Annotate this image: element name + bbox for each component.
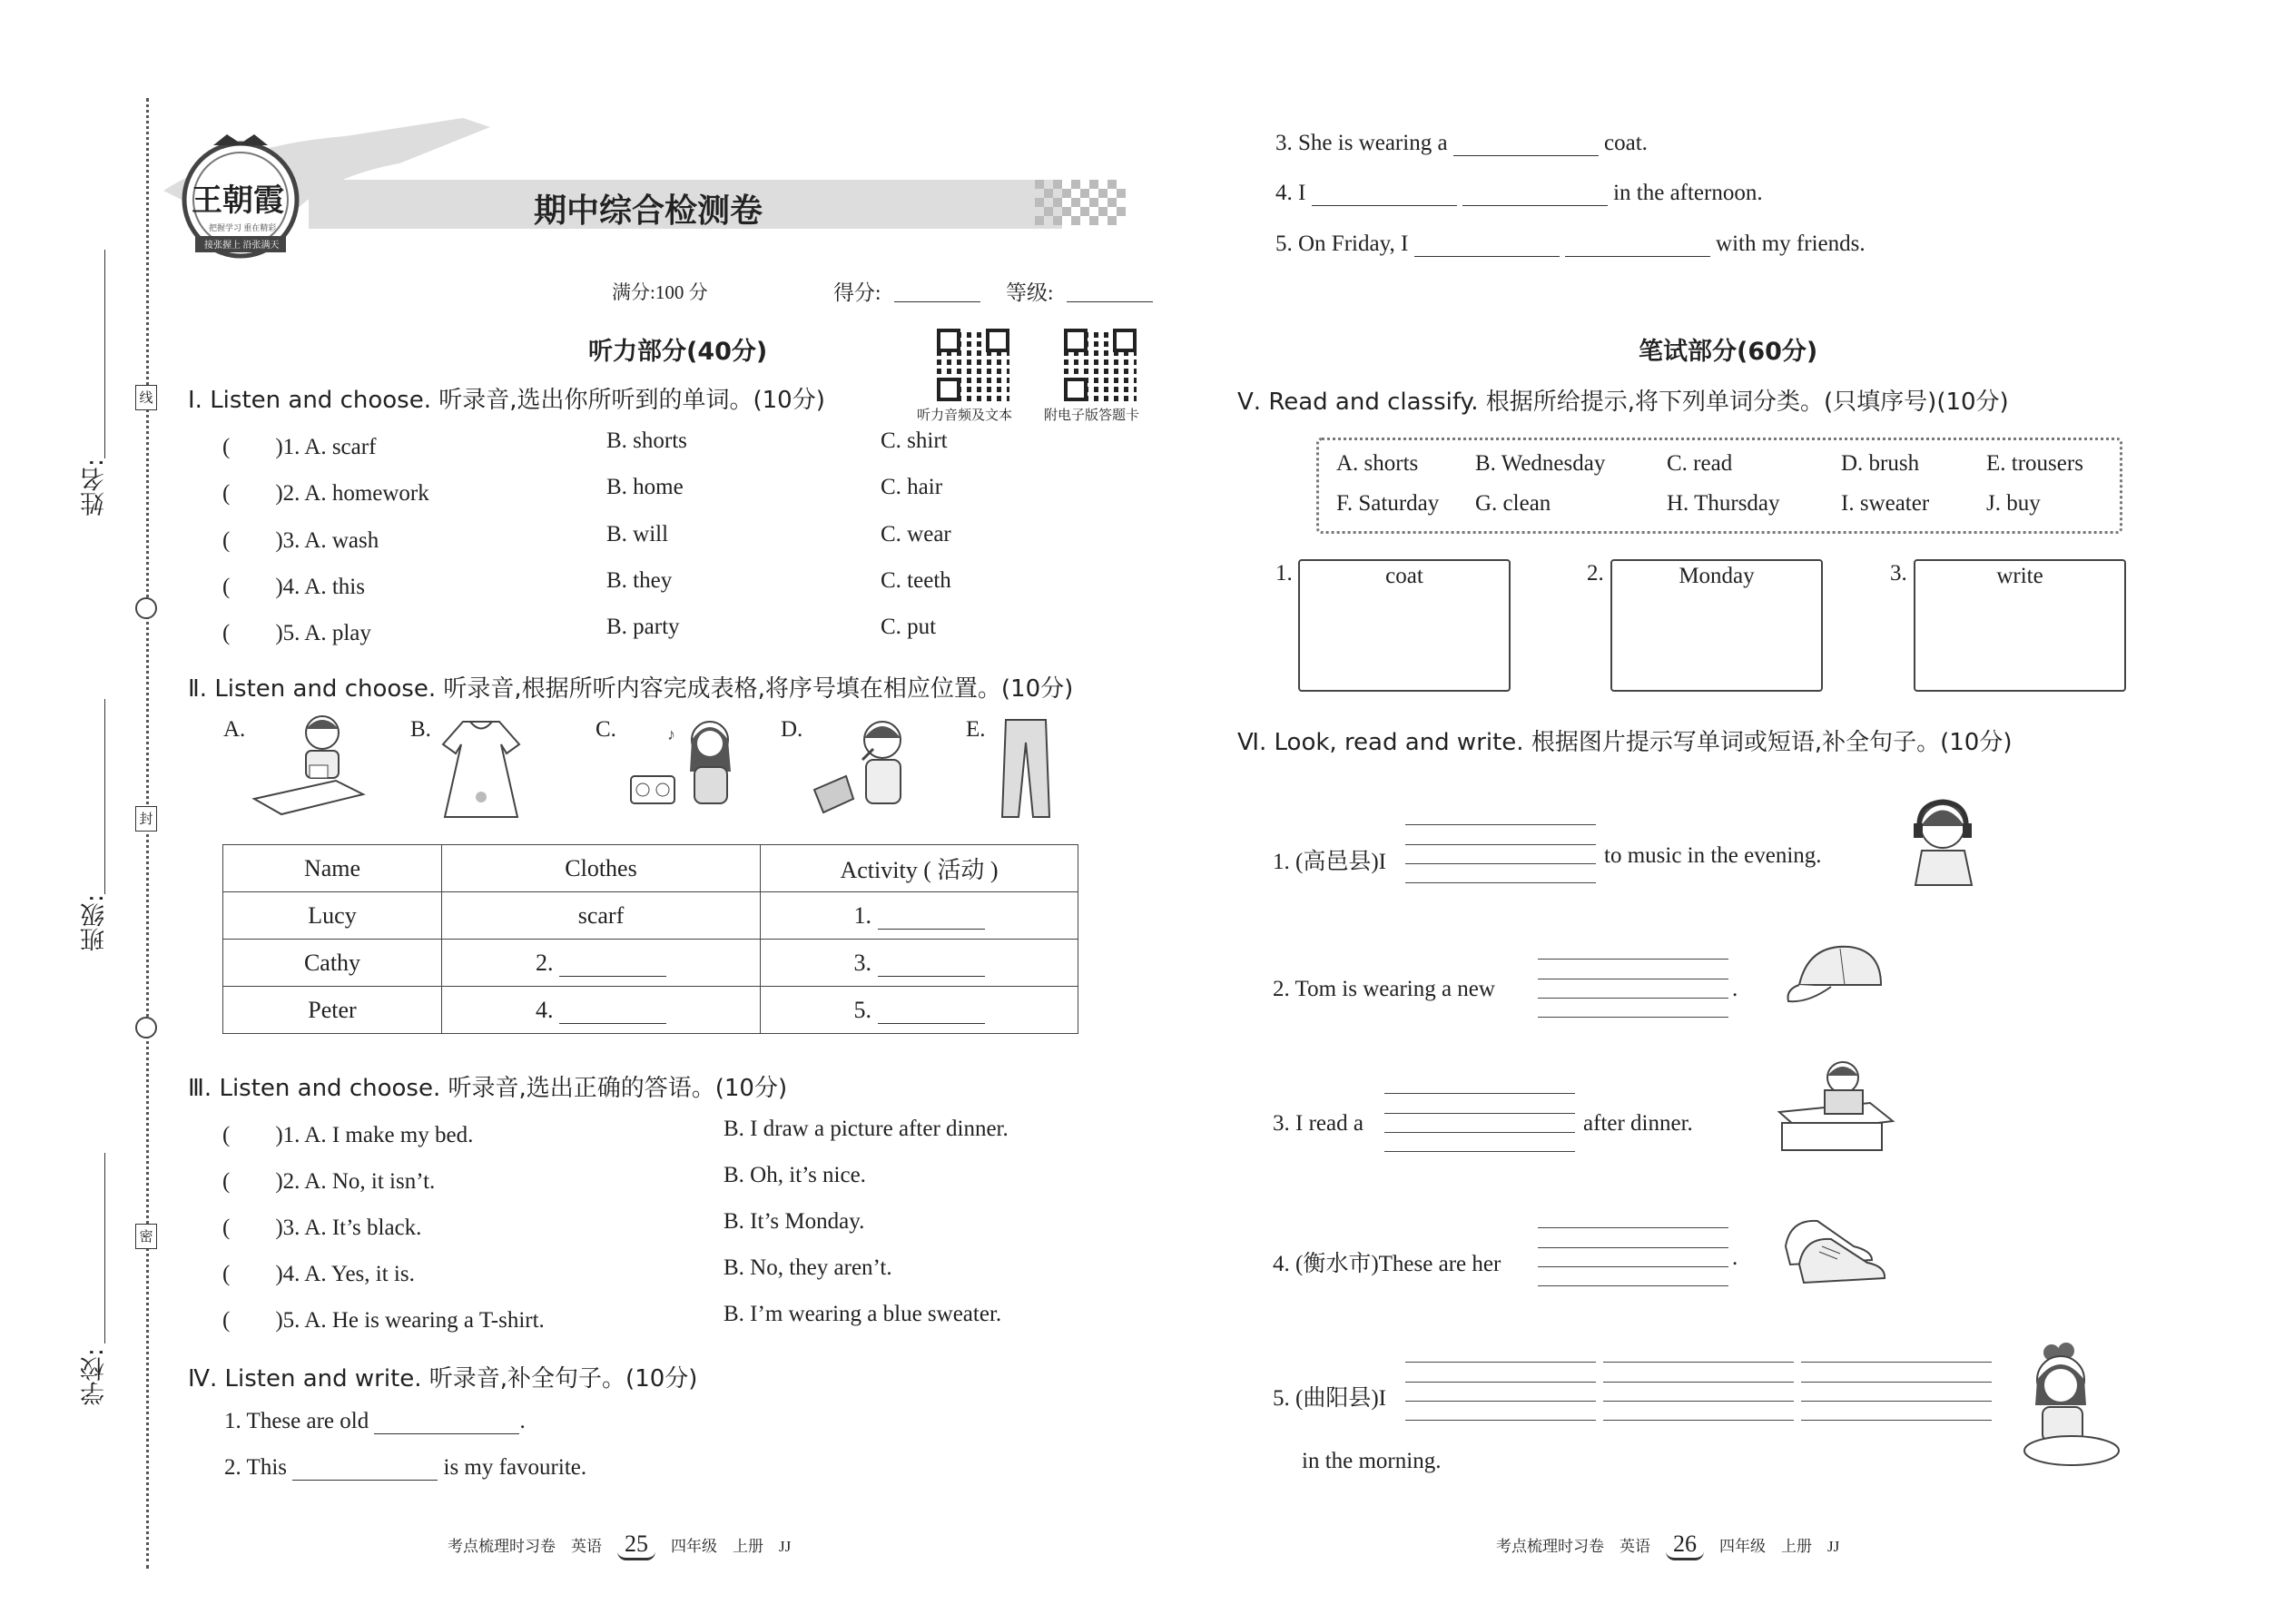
q6-sentence-4-end: . — [1732, 1245, 1738, 1270]
q4-title: Ⅳ. Listen and write. 听录音,补全句子。(10分) — [188, 1365, 698, 1393]
cap-icon — [1781, 940, 1890, 1012]
logo-motto: 把握学习 重在精彩 — [209, 223, 277, 232]
sentence-end: is my favourite. — [443, 1455, 587, 1480]
q4-sentence-5 — [1275, 231, 1866, 257]
footer-text: 四年级 上册 JJ — [671, 1538, 792, 1555]
crown-icon — [213, 134, 268, 145]
sentence-text: 4. I — [1275, 181, 1306, 205]
logo-text: 王朝霞 — [192, 182, 284, 219]
four-line-blank[interactable] — [1405, 1362, 1596, 1421]
answer-blank[interactable] — [878, 905, 985, 930]
girl-music-icon — [626, 713, 744, 822]
q1-option-b[interactable]: B. shorts — [606, 428, 687, 453]
q2-title: Ⅱ. Listen and choose. 听录音,根据所听内容完成表格,将序号填在相应位置。(10分) — [188, 675, 1074, 703]
word-item: E. trousers — [1986, 451, 2083, 476]
q4-sentence-4 — [1275, 181, 1763, 206]
word-item: G. clean — [1475, 491, 1551, 516]
page-number: 26 — [1666, 1530, 1704, 1560]
q3-option-b[interactable]: B. No, they aren’t. — [724, 1255, 892, 1280]
sentence-text: 1. These are old — [224, 1409, 369, 1433]
q1-option-c[interactable]: C. hair — [881, 475, 943, 499]
q1-option-a[interactable]: ( )4. A. this — [222, 575, 365, 599]
table-row — [223, 892, 1078, 940]
four-line-blank[interactable] — [1603, 1362, 1794, 1421]
page-title: 期中综合检测卷 — [534, 192, 763, 230]
col-header-activity: Activity ( 活动 ) — [761, 845, 1078, 892]
class-line[interactable] — [104, 699, 105, 894]
q4-sentence-3 — [1275, 131, 1648, 156]
q3-option-b[interactable]: B. Oh, it’s nice. — [724, 1163, 866, 1187]
binding-mark-line: 线 — [135, 385, 157, 410]
col-header-name: Name — [223, 845, 442, 892]
word-item: B. Wednesday — [1475, 451, 1606, 476]
q1-option-c[interactable]: C. wear — [881, 522, 951, 546]
pic-label-a: A. — [223, 717, 246, 742]
qr-code-icon[interactable] — [937, 329, 1009, 401]
answer-blank[interactable] — [1453, 132, 1599, 156]
q3-option-b[interactable]: B. It’s Monday. — [724, 1209, 865, 1234]
qr-caption-audio: 听力音频及文本 — [917, 408, 1013, 423]
q6-sentence-2-start: 2. Tom is wearing a new — [1273, 977, 1495, 1001]
q3-option-a[interactable]: ( )1. A. I make my bed. — [222, 1123, 474, 1147]
binding-hole — [135, 597, 157, 619]
sentence-text: 3. She is wearing a — [1275, 131, 1448, 155]
four-line-blank[interactable] — [1405, 824, 1596, 883]
answer-blank[interactable] — [559, 999, 666, 1024]
answer-blank[interactable] — [1312, 182, 1457, 206]
cell-activity[interactable] — [761, 892, 1078, 940]
sentence-end: with my friends. — [1716, 231, 1866, 256]
q6-sentence-3-end: after dinner. — [1583, 1111, 1693, 1136]
q1-option-b[interactable]: B. party — [606, 615, 680, 639]
answer-blank[interactable] — [559, 952, 666, 977]
q6-sentence-4-start: 4. (衡水市)These are her — [1273, 1252, 1501, 1276]
table-row — [223, 987, 1078, 1034]
box-number: 1. — [1275, 561, 1293, 586]
q3-option-a[interactable]: ( )2. A. No, it isn’t. — [222, 1169, 436, 1194]
boy-book-icon — [1775, 1058, 1897, 1157]
answer-blank[interactable] — [292, 1456, 438, 1481]
q1-option-a[interactable]: ( )1. A. scarf — [222, 435, 377, 459]
sentence-end: coat. — [1604, 131, 1648, 155]
col-header-clothes: Clothes — [442, 845, 761, 892]
score-blank[interactable] — [894, 278, 980, 302]
q5-title: Ⅴ. Read and classify. 根据所给提示,将下列单词分类。(只填序号)(10分) — [1237, 389, 2009, 416]
q1-option-b[interactable]: B. will — [606, 522, 669, 546]
class-label: 班级: — [81, 894, 109, 952]
qr-code-icon[interactable] — [1064, 329, 1137, 401]
sentence-text: 2. This — [224, 1455, 287, 1480]
four-line-blank[interactable] — [1538, 959, 1728, 1018]
page-number: 25 — [617, 1530, 655, 1560]
binding-dotted-line — [146, 98, 149, 1569]
four-line-blank[interactable] — [1538, 1227, 1728, 1286]
classify-box[interactable] — [1298, 559, 1511, 692]
answer-blank[interactable] — [1565, 232, 1710, 257]
binding-hole — [135, 1017, 157, 1038]
box-number: 2. — [1587, 561, 1604, 586]
answer-blank[interactable] — [1414, 232, 1560, 257]
q3-option-a[interactable]: ( )3. A. It’s black. — [222, 1216, 422, 1240]
word-item: J. buy — [1986, 491, 2041, 516]
word-item: D. brush — [1841, 451, 1920, 476]
cell-activity[interactable] — [761, 987, 1078, 1034]
school-line[interactable] — [104, 1153, 105, 1343]
q1-option-a[interactable]: ( )3. A. wash — [222, 528, 379, 553]
trousers-icon — [999, 715, 1053, 824]
footer-right — [1496, 1530, 1839, 1560]
word-item: C. read — [1667, 451, 1733, 476]
cell-activity[interactable] — [761, 940, 1078, 987]
pic-label-b: B. — [410, 717, 431, 742]
q3-option-b[interactable]: B. I draw a picture after dinner. — [724, 1117, 1009, 1141]
answer-blank[interactable] — [878, 952, 985, 977]
q3-option-a[interactable]: ( )4. A. Yes, it is. — [222, 1262, 415, 1286]
q1-option-c[interactable]: C. put — [881, 615, 937, 639]
grade-label: 等级: — [1006, 281, 1054, 304]
footer-text: 四年级 上册 JJ — [1719, 1538, 1840, 1555]
pic-label-d: D. — [781, 717, 803, 742]
score-label: 得分: — [833, 281, 881, 304]
footer-text: 考点梳理时习卷 英语 — [1496, 1538, 1650, 1555]
sentence-end: in the afternoon. — [1613, 181, 1763, 205]
name-line[interactable] — [104, 250, 105, 458]
classify-box[interactable] — [1914, 559, 2126, 692]
q1-option-c[interactable]: C. shirt — [881, 428, 948, 453]
sneakers-icon — [1781, 1210, 1890, 1287]
word-item: H. Thursday — [1667, 491, 1780, 516]
box-example-word: coat — [1385, 564, 1423, 588]
grade-blank[interactable] — [1067, 278, 1153, 302]
classify-box[interactable] — [1610, 559, 1823, 692]
dress-icon — [436, 717, 527, 822]
word-item: A. shorts — [1336, 451, 1419, 476]
box-example-word: write — [1996, 564, 2043, 588]
binding-mark-secret: 密 — [135, 1224, 157, 1249]
q6-sentence-2-end: . — [1732, 977, 1738, 1001]
q6-sentence-1-end: to music in the evening. — [1604, 843, 1822, 868]
blank-number: 2. — [536, 949, 554, 976]
logo-ribbon-text: 接张握上 沿张满天 — [204, 241, 280, 251]
table-header-row — [223, 845, 1078, 892]
name-label: 姓名: — [81, 458, 109, 517]
box-number: 3. — [1890, 561, 1907, 586]
boy-reading-icon — [250, 713, 368, 822]
girl-headphones-icon — [1899, 794, 1981, 890]
q3-option-a[interactable]: ( )5. A. He is wearing a T-shirt. — [222, 1308, 545, 1333]
binding-mark-seal: 封 — [135, 806, 157, 832]
full-score: 满分:100 分 — [612, 281, 708, 303]
blank-number: 4. — [536, 996, 554, 1023]
q4-sentence-1 — [224, 1409, 526, 1434]
cell-clothes[interactable] — [442, 940, 761, 987]
footer-left — [448, 1530, 791, 1560]
box-example-word: Monday — [1679, 564, 1755, 588]
four-line-blank[interactable] — [1801, 1362, 1992, 1421]
writing-title: 笔试部分(60分) — [1639, 338, 1818, 366]
school-label: 学校: — [81, 1348, 109, 1406]
q1-title: Ⅰ. Listen and choose. 听录音,选出你所听到的单词。(10分) — [188, 387, 825, 414]
qr-caption-card: 附电子版答题卡 — [1044, 408, 1140, 423]
girl-washing-icon — [2015, 1342, 2124, 1473]
girl-brushing-icon — [810, 713, 928, 822]
blank-number: 1. — [853, 901, 871, 929]
answer-blank[interactable] — [878, 999, 985, 1024]
blank-number: 3. — [853, 949, 871, 976]
q6-sentence-5-end: in the morning. — [1302, 1449, 1442, 1473]
answer-blank[interactable] — [374, 1410, 519, 1434]
svg-text:♪: ♪ — [667, 725, 675, 743]
q1-option-a[interactable]: ( )5. A. play — [222, 621, 371, 645]
q2-table — [222, 844, 1078, 1034]
cell-name: Cathy — [223, 940, 442, 987]
q1-option-b[interactable]: B. they — [606, 568, 673, 593]
q1-option-c[interactable]: C. teeth — [881, 568, 951, 593]
q6-title: Ⅵ. Look, read and write. 根据图片提示写单词或短语,补全句子。(10分) — [1237, 729, 2013, 756]
word-item: F. Saturday — [1336, 491, 1440, 516]
answer-blank[interactable] — [1462, 182, 1608, 206]
q3-title: Ⅲ. Listen and choose. 听录音,选出正确的答语。(10分) — [188, 1075, 788, 1102]
cell-clothes: scarf — [442, 892, 761, 940]
four-line-blank[interactable] — [1384, 1093, 1575, 1152]
sentence-end: . — [519, 1409, 526, 1433]
q6-sentence-5-start: 5. (曲阳县)I — [1273, 1386, 1386, 1411]
footer-text: 考点梳理时习卷 英语 — [448, 1538, 602, 1555]
q3-option-b[interactable]: B. I’m wearing a blue sweater. — [724, 1302, 1002, 1326]
q1-option-a[interactable]: ( )2. A. homework — [222, 481, 429, 506]
cell-name: Peter — [223, 987, 442, 1034]
pic-label-c: C. — [596, 717, 616, 742]
blank-number: 5. — [853, 996, 871, 1023]
word-item: I. sweater — [1841, 491, 1930, 516]
q6-sentence-1-start: 1. (高邑县)I — [1273, 850, 1386, 874]
q1-option-b[interactable]: B. home — [606, 475, 684, 499]
sentence-text: 5. On Friday, I — [1275, 231, 1409, 256]
cell-clothes[interactable] — [442, 987, 761, 1034]
table-row — [223, 940, 1078, 987]
listening-title: 听力部分(40分) — [588, 338, 768, 366]
q4-sentence-2 — [224, 1455, 586, 1481]
cell-name: Lucy — [223, 892, 442, 940]
pic-label-e: E. — [966, 717, 986, 742]
q6-sentence-3-start: 3. I read a — [1273, 1111, 1364, 1136]
